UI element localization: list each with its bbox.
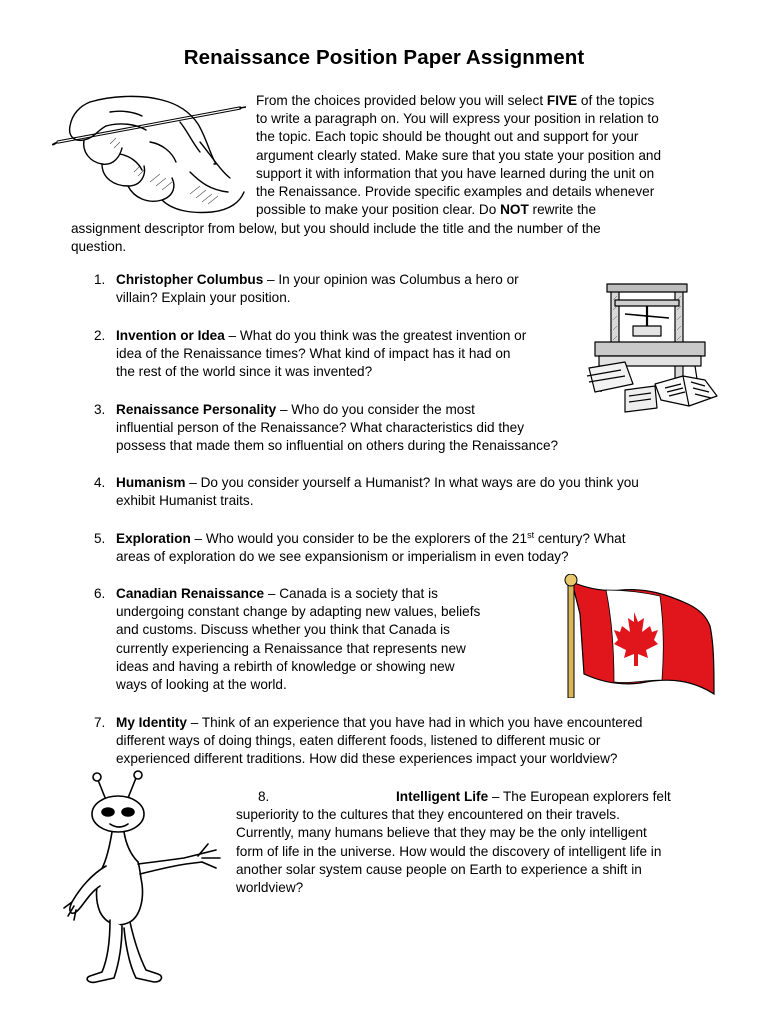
topic-title: Renaissance Personality <box>116 402 277 417</box>
topic-number: 3. <box>94 402 106 417</box>
topic-number: 8. <box>258 789 270 804</box>
intro-line: to write a paragraph on. You will express your position in relation to <box>256 111 659 127</box>
hand-writing-with-pen-icon <box>50 82 246 216</box>
intro-paragraph <box>256 92 726 219</box>
topic-title: Exploration <box>116 531 191 546</box>
intro-line: question. <box>71 239 127 255</box>
intro-paragraph-continued <box>71 220 721 256</box>
topic-number: 5. <box>94 531 106 546</box>
canada-flag-icon <box>542 574 722 698</box>
topic-number: 1. <box>94 272 106 287</box>
topic-title: Invention or Idea <box>116 328 225 343</box>
emphasis-five: FIVE <box>546 93 578 108</box>
topic-title: Intelligent Life <box>396 789 489 804</box>
alien-figure-icon <box>60 770 224 992</box>
topic-number: 4. <box>94 475 106 490</box>
topic-number: 2. <box>94 328 106 343</box>
topic-title: My Identity <box>116 715 187 730</box>
intro-line: the topic. Each topic should be thought out and support for your <box>256 129 639 145</box>
topic-number: 7. <box>94 715 106 730</box>
printing-press-icon <box>585 280 721 418</box>
page-title: Renaissance Position Paper Assignment <box>183 46 585 69</box>
intro-line: possible to make your position clear. Do NOT rewrite the <box>256 202 597 218</box>
emphasis-not: NOT <box>500 202 529 218</box>
topic-title: Canadian Renaissance <box>116 586 265 601</box>
intro-line: argument clearly stated. Make sure that you state your position and <box>256 147 662 163</box>
intro-line: support it with information that you have learned during the unit on <box>256 165 655 181</box>
topic-title: Humanism <box>116 475 186 490</box>
intro-line: assignment descriptor from below, but you should include the title and the number of the <box>71 221 601 236</box>
intro-line: From the choices provided below you will select FIVE of the topics <box>256 93 655 108</box>
intro-line: the Renaissance. Provide specific examples and details whenever <box>256 184 655 200</box>
document-page: Renaissance Position Paper Assignment From the choices provided below you will select FIVE of the topics to write a paragraph on. You will express your position in relation to the topic. Each topic should be thought out and support for your argument clearly stated. Make sure that you state your position and support it with information that you have learned during the unit on the Renaissance. Provide specific examples and details whenever possible to make your position clear. Do NOT rewrite the assignment descriptor from below, but you should include the title and the number of the question. 1. Christopher Columbus – In your opinion was Columbus a hero or villain? Explain your position. 2. Invention or Idea – What do you think was the greatest invention or idea of the Renaissance times? What kind of impact has it had on the rest of the world since it was invented? 3. Renaissance Personality – Who do you consider the most influential person of the Renaissance? What characteristics did they possess that made them so influential on others during the Renaissance? 4. Humanism – Do you consider yourself a Humanist? In what ways are do you think you exhibit Humanist traits. 5. Exploration – Who would you consider to be the explorers of the 21st century? What areas of exploration do we see expansionism or imperialism in even today? 6. Canadian Renaissance – Canada is a society that is undergoing constant change by adapting new values, beliefs and customs. Discuss whether you think that Canada is currently experiencing a Renaissance that represents new ideas and having a rebirth of knowledge or showing new ways of looking at the world. 7. My Identity – Think of an experience that you have had in which you have encountered different ways of doing things, eaten different foods, listened to different music or experienced different traditions. How did these experiences impact your worldview? 8. Intelligent Life – The European explorers felt superiority to the cultures that they encountered on their travels. Currently, many humans believe that they may be the only intelligent form of life in the universe. How would the discovery of intelligent life in another solar system cause people on Earth to experience a shift in worldview? <box>0 0 768 1024</box>
topic-number: 6. <box>94 586 106 601</box>
topic-title: Christopher Columbus <box>116 272 264 287</box>
